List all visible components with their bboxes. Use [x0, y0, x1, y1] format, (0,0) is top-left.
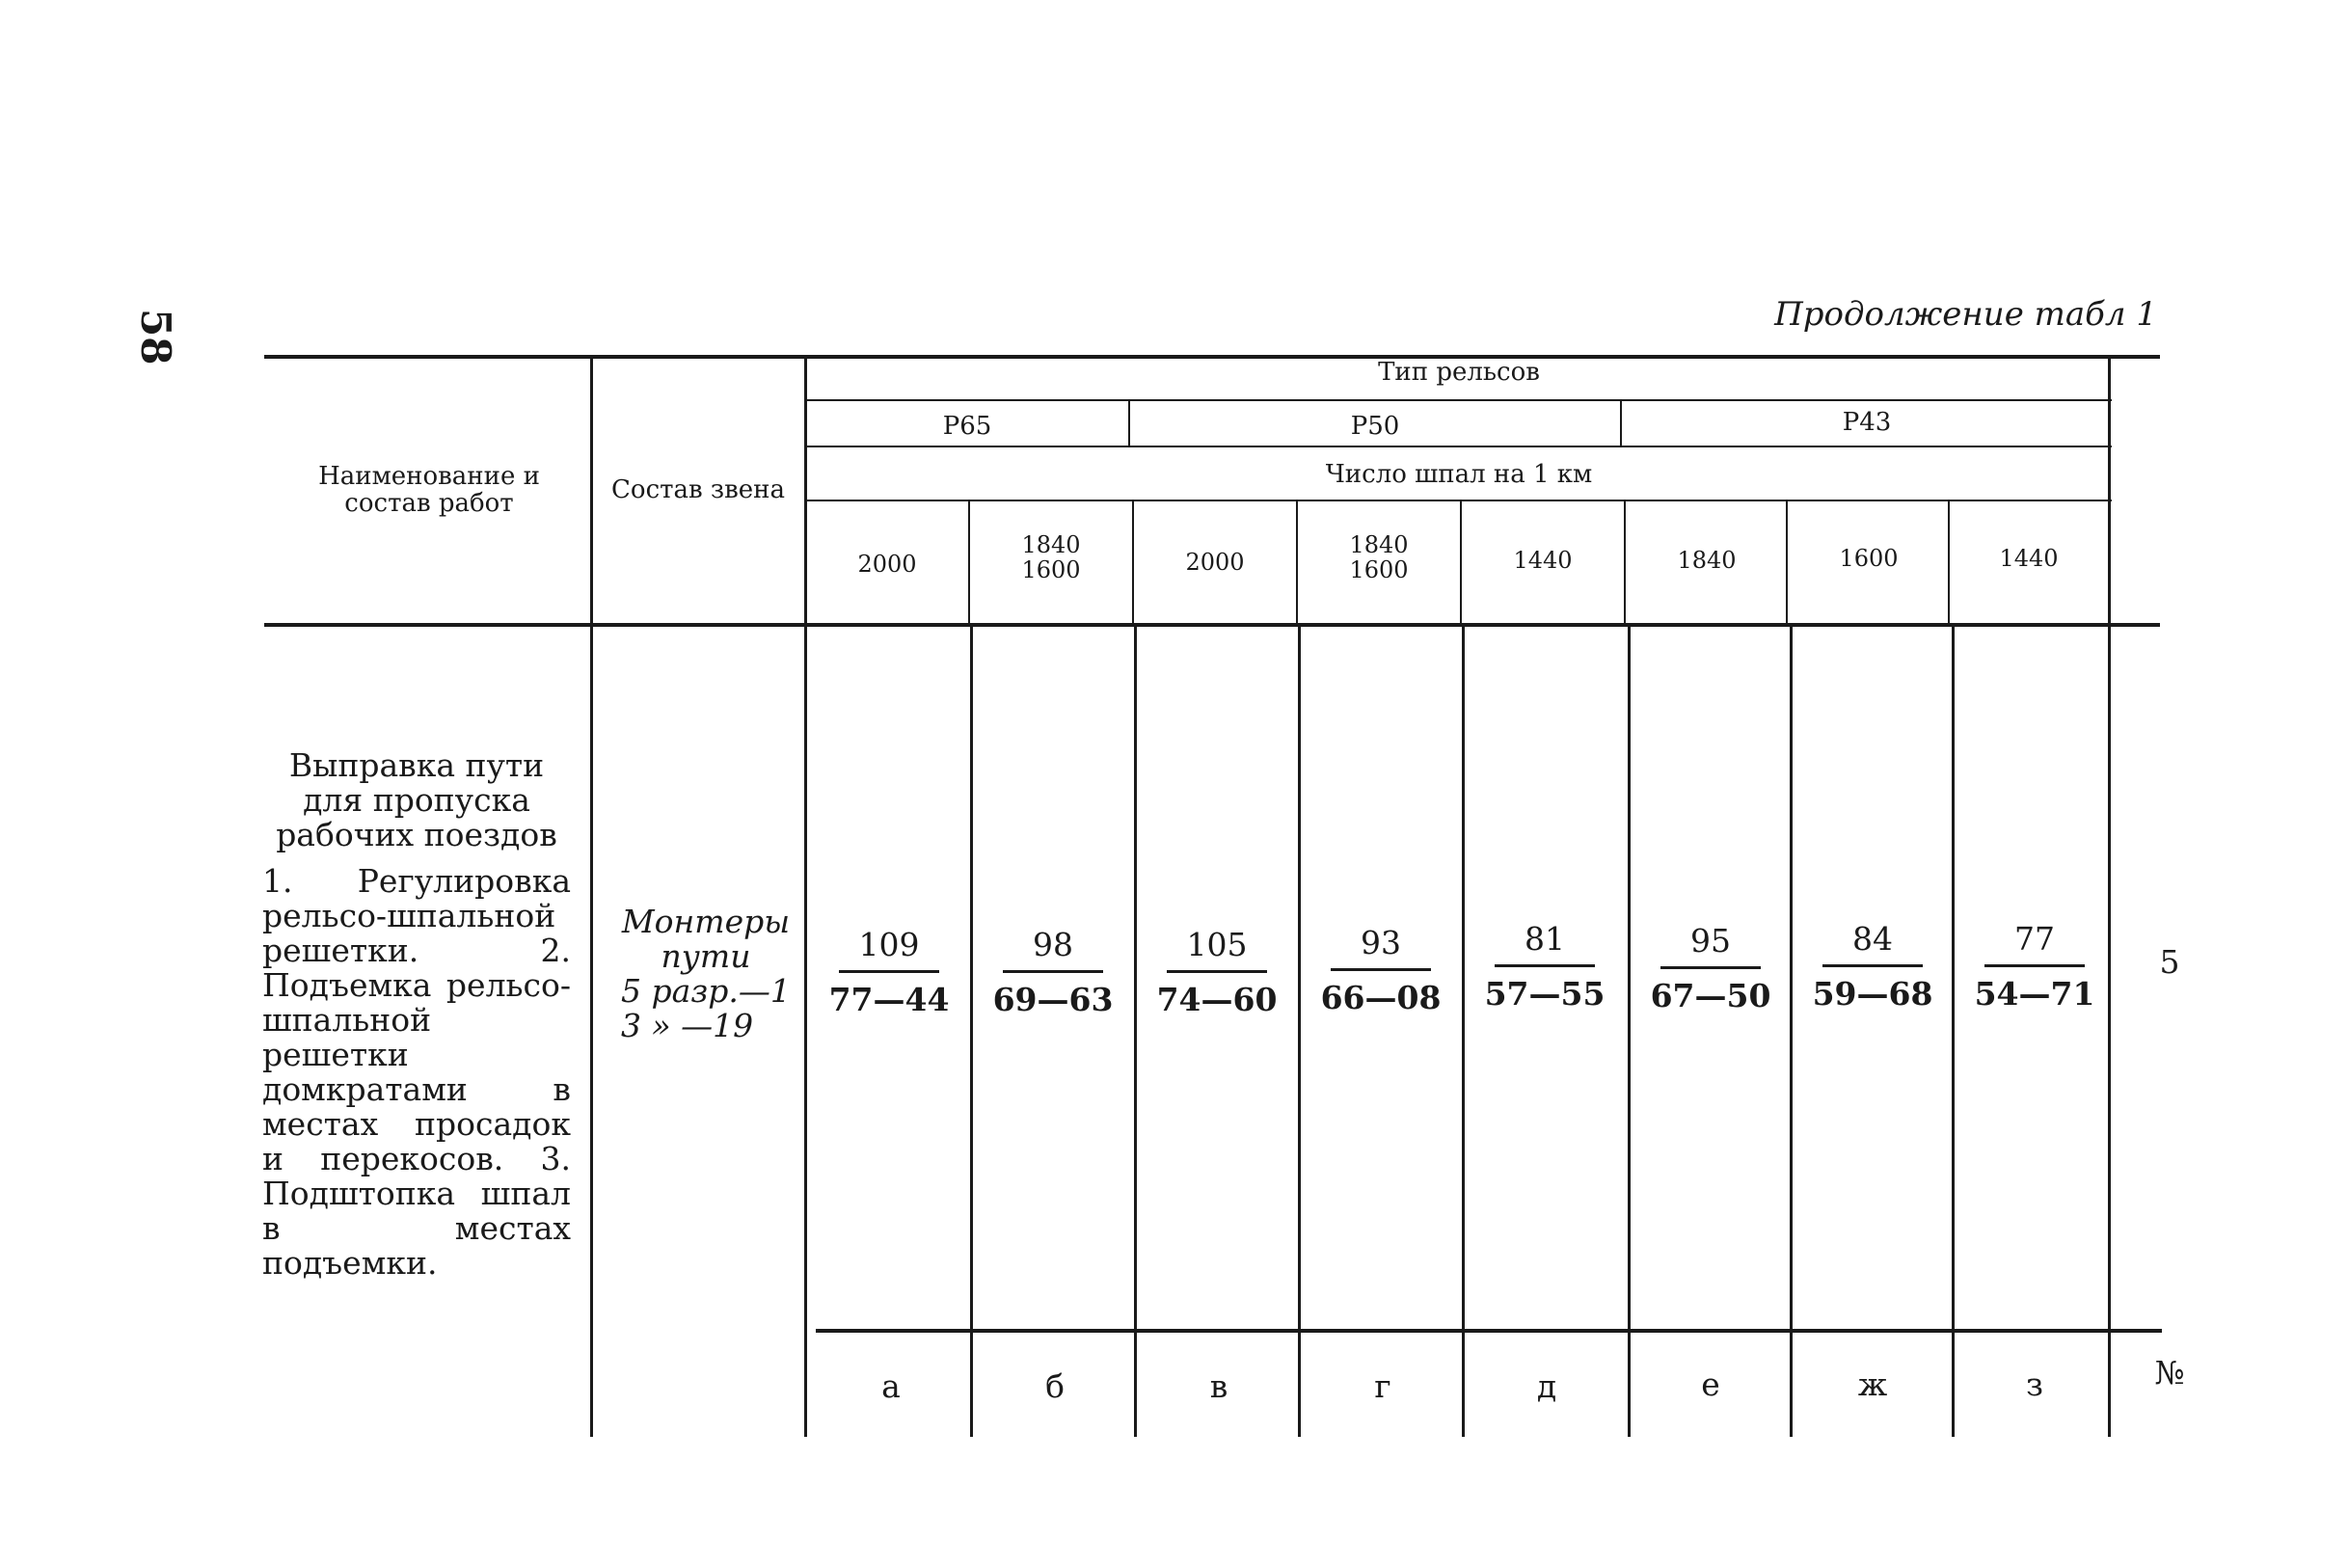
work-title: Выправка пути для пропуска рабочих поездов — [276, 746, 557, 853]
value-cell-d: 93 66—08 — [1320, 924, 1442, 1016]
column-letter-b: б — [1045, 1367, 1065, 1405]
value-cell-e: 81 57—55 — [1484, 920, 1606, 1013]
header-rail-p65: Р65 — [942, 412, 992, 441]
sleeper-count-h: 1440 — [1999, 545, 2059, 572]
column-letter-g: ж — [1857, 1365, 1888, 1403]
value-cell-b: 98 69—63 — [992, 926, 1114, 1018]
sleeper-count-c: 2000 — [1185, 549, 1245, 576]
value-cell-g: 84 59—68 — [1812, 920, 1933, 1013]
row-number: 5 — [2159, 943, 2180, 981]
work-description — [262, 748, 571, 1281]
number-sign: № — [2154, 1354, 2185, 1392]
crew-role: Монтеры пути — [621, 903, 791, 975]
crew-composition — [600, 905, 812, 1043]
header-work-name: Наименование и состав работ — [318, 462, 540, 518]
work-tasks: 1. Регулировка рельсо-шпальной решетки. 2. Подъемка рельсо-шпальной решетки домкратами в местах просадок и перекосов. 3. Подштопка шпал в местах подъемки. — [262, 862, 571, 1282]
sleeper-count-g: 1600 — [1839, 545, 1899, 572]
value-cell-f: 95 67—50 — [1650, 922, 1771, 1014]
sleeper-count-f: 1840 — [1677, 547, 1737, 574]
column-letter-d: г — [1374, 1367, 1391, 1405]
header-crew: Состав звена — [611, 475, 785, 504]
sleeper-count-b: 1840 1600 — [1021, 531, 1081, 583]
header-rail-type: Тип рельсов — [1378, 358, 1540, 387]
column-letter-a: а — [881, 1367, 901, 1405]
page-number: 58 — [132, 309, 179, 365]
table-continuation-caption: Продолжение табл 1 — [1774, 295, 2157, 334]
sleeper-count-a: 2000 — [857, 551, 917, 578]
column-letter-f: е — [1701, 1365, 1720, 1403]
value-cell-c: 105 74—60 — [1156, 926, 1278, 1018]
column-letter-e: д — [1536, 1367, 1557, 1405]
crew-grade-5: 5 разр.—1 — [621, 972, 791, 1010]
crew-grade-3: 3 » —19 — [621, 1007, 754, 1044]
value-cell-h: 77 54—71 — [1974, 920, 2095, 1013]
sleeper-count-e: 1440 — [1513, 547, 1573, 574]
column-letter-h: з — [2026, 1365, 2043, 1403]
header-sleepers-per-km: Число шпал на 1 км — [1325, 460, 1593, 489]
sleeper-count-d: 1840 1600 — [1349, 531, 1409, 583]
header-rail-p50: Р50 — [1350, 412, 1400, 441]
value-cell-a: 109 77—44 — [828, 926, 950, 1018]
column-letter-c: в — [1209, 1367, 1228, 1405]
header-rail-p43: Р43 — [1842, 408, 1892, 437]
